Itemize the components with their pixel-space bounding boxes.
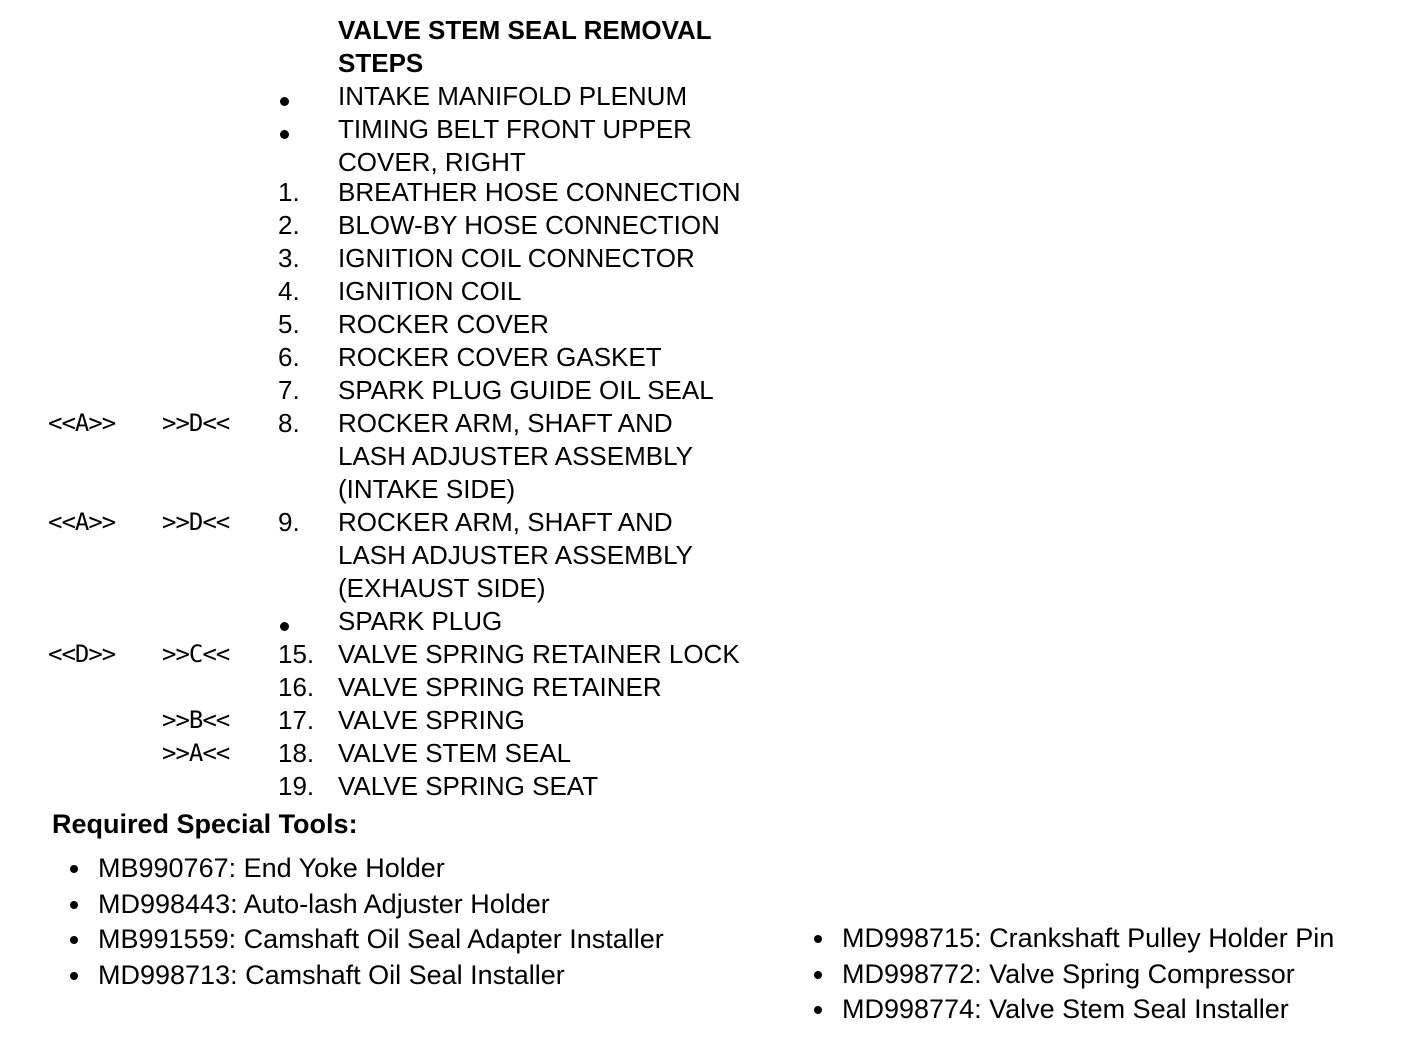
step-number: 7.: [278, 375, 300, 405]
bullet-icon: [70, 972, 78, 980]
step-text: VALVE SPRING: [338, 705, 525, 735]
step-number: 1.: [278, 177, 300, 207]
removal-reference: <<A>>: [48, 508, 116, 536]
step-text: VALVE SPRING RETAINER LOCK: [338, 639, 740, 669]
step-number: 17.: [278, 705, 315, 735]
tool-text: MD998774: Valve Stem Seal Installer: [842, 994, 1289, 1024]
step-number: 2.: [278, 210, 300, 240]
step-number: 18.: [278, 738, 315, 768]
step-number: 8.: [278, 408, 300, 438]
step-text: IGNITION COIL: [338, 276, 522, 306]
step-text: VALVE SPRING SEAT: [338, 771, 599, 801]
step-text: VALVE STEM SEAL: [338, 738, 572, 768]
bullet-icon: [280, 622, 289, 631]
step-text: INTAKE MANIFOLD PLENUM: [338, 81, 688, 111]
step-row: [0, 605, 800, 638]
installation-reference: >>D<<: [162, 409, 230, 437]
step-number: 16.: [278, 672, 315, 702]
step-number: 5.: [278, 309, 300, 339]
step-row: [0, 506, 800, 605]
step-text: SPARK PLUG: [338, 606, 503, 636]
bullet-icon: [814, 971, 822, 979]
tool-text: MD998772: Valve Spring Compressor: [842, 958, 1295, 989]
step-text: TIMING BELT FRONT UPPER COVER, RIGHT: [338, 114, 692, 177]
step-row: [0, 770, 800, 803]
bullet-icon: [70, 901, 78, 909]
step-row: [0, 176, 800, 209]
installation-reference: >>D<<: [162, 508, 230, 536]
step-row: [0, 374, 800, 407]
step-number: 15.: [278, 639, 315, 669]
step-number: 6.: [278, 342, 300, 372]
step-row: [0, 407, 800, 506]
step-row: [0, 737, 800, 770]
step-row: [0, 671, 800, 704]
installation-reference: >>A<<: [162, 739, 230, 767]
procedure-heading: VALVE STEM SEAL REMOVAL STEPS: [338, 15, 712, 78]
step-text: BLOW-BY HOSE CONNECTION: [338, 210, 720, 240]
removal-reference: <<D>>: [48, 640, 116, 668]
step-row: [0, 638, 800, 671]
step-text: ROCKER COVER: [338, 309, 549, 339]
step-number: 4.: [278, 276, 300, 306]
tool-text: MD998443: Auto-lash Adjuster Holder: [98, 888, 550, 919]
step-text: SPARK PLUG GUIDE OIL SEAL: [338, 375, 714, 405]
step-text: VALVE SPRING RETAINER: [338, 672, 662, 702]
tool-text: MD998715: Crankshaft Pulley Holder Pin: [842, 923, 1335, 953]
step-text: ROCKER ARM, SHAFT AND LASH ADJUSTER ASSEMBLY (INTAKE SIDE): [338, 408, 693, 504]
step-text: BREATHER HOSE CONNECTION: [338, 177, 741, 207]
step-row: [0, 308, 800, 341]
step-row: [0, 209, 800, 242]
step-number: 3.: [278, 243, 300, 273]
step-row: [0, 275, 800, 308]
step-text: ROCKER ARM, SHAFT AND LASH ADJUSTER ASSEMBLY (EXHAUST SIDE): [338, 507, 693, 603]
removal-reference: <<A>>: [48, 409, 116, 437]
step-row: [0, 80, 800, 113]
installation-reference: >>C<<: [162, 640, 230, 668]
step-text: ROCKER COVER GASKET: [338, 342, 662, 372]
bullet-icon: [814, 935, 822, 943]
tool-text: MB991559: Camshaft Oil Seal Adapter Installer: [98, 924, 664, 954]
tool-text: MD998713: Camshaft Oil Seal Installer: [98, 959, 565, 990]
step-row: [0, 242, 800, 275]
bullet-icon: [280, 130, 289, 139]
bullet-icon: [70, 865, 78, 873]
special-tools-heading: Required Special Tools:: [52, 809, 358, 839]
step-row: [0, 341, 800, 374]
step-number: 19.: [278, 771, 315, 801]
bullet-icon: [814, 1006, 822, 1014]
bullet-icon: [280, 97, 289, 106]
tool-text: MB990767: End Yoke Holder: [98, 853, 445, 883]
step-text: IGNITION COIL CONNECTOR: [338, 243, 695, 273]
step-row: [0, 704, 800, 737]
installation-reference: >>B<<: [162, 706, 230, 734]
bullet-icon: [70, 936, 78, 944]
steps-list: [0, 80, 800, 803]
step-number: 9.: [278, 507, 300, 537]
step-row: [0, 113, 800, 176]
